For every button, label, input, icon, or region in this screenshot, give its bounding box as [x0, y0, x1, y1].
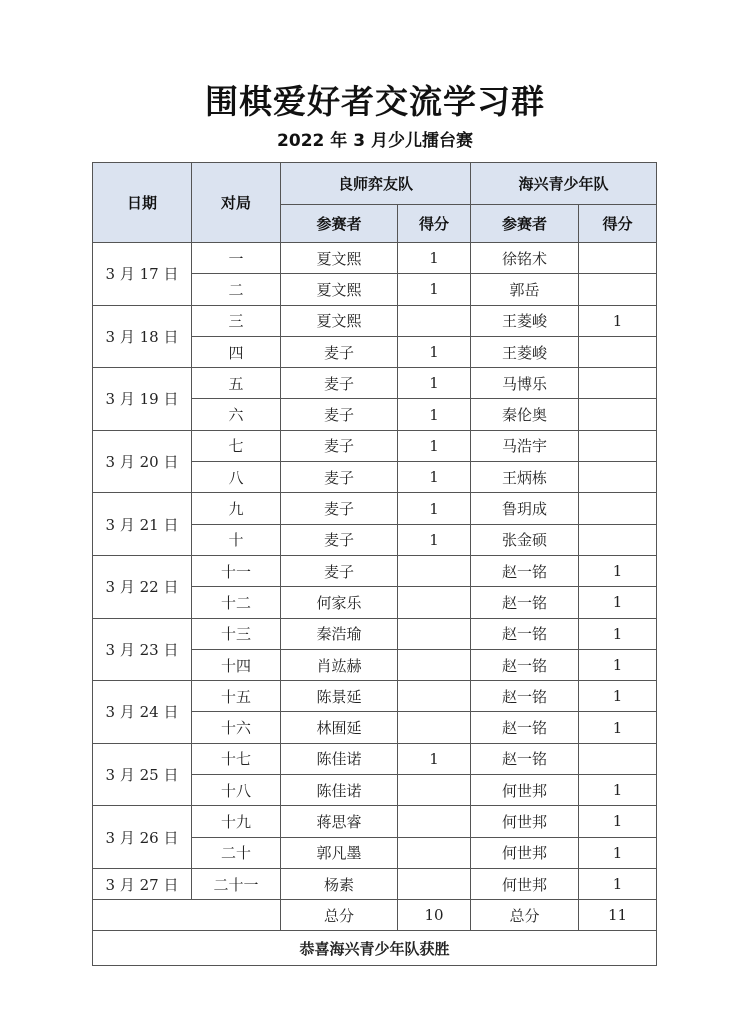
team-b-player-cell: 马浩宇 — [471, 430, 579, 461]
team-a-player-cell: 夏文熙 — [281, 243, 398, 274]
table-row — [93, 618, 657, 649]
team-b-player-cell: 赵一铭 — [471, 555, 579, 586]
team-b-player-cell: 马博乐 — [471, 368, 579, 399]
date-cell: 3 月 24 日 — [93, 681, 192, 744]
date-cell: 3 月 22 日 — [93, 555, 192, 618]
team-a-score-cell — [398, 305, 471, 336]
game-number-cell: 十三 — [192, 618, 281, 649]
team-b-score-cell — [579, 430, 657, 461]
game-number-cell: 五 — [192, 368, 281, 399]
team-a-score-cell: 1 — [398, 336, 471, 367]
team-a-player-cell: 林囿延 — [281, 712, 398, 743]
team-b-player-cell: 张金硕 — [471, 524, 579, 555]
team-b-player-cell: 何世邦 — [471, 775, 579, 806]
game-number-cell: 一 — [192, 243, 281, 274]
table-row — [93, 681, 657, 712]
team-a-player-cell: 麦子 — [281, 462, 398, 493]
team-a-player-cell: 麦子 — [281, 368, 398, 399]
team-b-player-cell: 王炳栋 — [471, 462, 579, 493]
table-row — [93, 493, 657, 524]
header-team-b: 海兴青少年队 — [471, 163, 657, 205]
game-number-cell: 十六 — [192, 712, 281, 743]
header-team-a-score: 得分 — [398, 205, 471, 243]
header-date: 日期 — [93, 163, 192, 243]
team-a-score-cell — [398, 618, 471, 649]
team-a-score-cell — [398, 649, 471, 680]
team-b-player-cell: 何世邦 — [471, 806, 579, 837]
team-b-total-label: 总分 — [471, 900, 579, 931]
footer-row — [93, 931, 657, 966]
team-a-score-cell: 1 — [398, 462, 471, 493]
team-b-player-cell: 王菱峻 — [471, 336, 579, 367]
game-number-cell: 九 — [192, 493, 281, 524]
team-a-player-cell: 麦子 — [281, 399, 398, 430]
team-b-score-cell: 1 — [579, 649, 657, 680]
team-a-player-cell: 夏文熙 — [281, 274, 398, 305]
team-a-score-cell — [398, 555, 471, 586]
team-a-player-cell: 陈景延 — [281, 681, 398, 712]
game-number-cell: 十九 — [192, 806, 281, 837]
game-number-cell: 六 — [192, 399, 281, 430]
date-cell: 3 月 17 日 — [93, 243, 192, 306]
table-row — [93, 555, 657, 586]
team-a-score-cell: 1 — [398, 274, 471, 305]
team-b-player-cell: 赵一铭 — [471, 712, 579, 743]
page-title: 围棋爱好者交流学习群 — [205, 82, 545, 121]
date-cell: 3 月 18 日 — [93, 305, 192, 368]
page-subtitle: 2022 年 3 月少儿擂台赛 — [277, 131, 473, 151]
date-cell: 3 月 20 日 — [93, 430, 192, 493]
header-team-a: 良师弈友队 — [281, 163, 471, 205]
team-b-player-cell: 赵一铭 — [471, 587, 579, 618]
team-a-player-cell: 肖竑赫 — [281, 649, 398, 680]
team-b-score-cell: 1 — [579, 618, 657, 649]
footer-message: 恭喜海兴青少年队获胜 — [93, 931, 657, 966]
team-b-player-cell: 何世邦 — [471, 868, 579, 899]
team-a-total-label: 总分 — [281, 900, 398, 931]
team-a-player-cell: 郭凡墨 — [281, 837, 398, 868]
team-a-score-cell: 1 — [398, 368, 471, 399]
team-a-score-cell: 1 — [398, 430, 471, 461]
team-a-player-cell: 陈佳诺 — [281, 743, 398, 774]
team-b-player-cell: 郭岳 — [471, 274, 579, 305]
team-b-score-cell — [579, 462, 657, 493]
table-row — [93, 368, 657, 399]
team-a-score-cell — [398, 775, 471, 806]
team-a-total: 10 — [398, 900, 471, 931]
team-b-player-cell: 何世邦 — [471, 837, 579, 868]
team-a-score-cell: 1 — [398, 243, 471, 274]
header-team-b-player: 参赛者 — [471, 205, 579, 243]
team-b-score-cell — [579, 243, 657, 274]
team-a-player-cell: 麦子 — [281, 493, 398, 524]
team-a-player-cell: 麦子 — [281, 336, 398, 367]
game-number-cell: 七 — [192, 430, 281, 461]
game-number-cell: 十八 — [192, 775, 281, 806]
team-a-score-cell — [398, 587, 471, 618]
game-number-cell: 四 — [192, 336, 281, 367]
game-number-cell: 十一 — [192, 555, 281, 586]
team-b-score-cell — [579, 368, 657, 399]
team-b-score-cell — [579, 399, 657, 430]
table-row — [93, 806, 657, 837]
team-b-score-cell — [579, 493, 657, 524]
team-a-player-cell: 蒋思睿 — [281, 806, 398, 837]
team-b-player-cell: 赵一铭 — [471, 743, 579, 774]
game-number-cell: 十四 — [192, 649, 281, 680]
team-b-player-cell: 王菱峻 — [471, 305, 579, 336]
team-b-score-cell — [579, 336, 657, 367]
table-body — [93, 243, 657, 900]
table-row — [93, 743, 657, 774]
totals-blank-cell — [93, 900, 281, 931]
team-a-player-cell: 秦浩瑜 — [281, 618, 398, 649]
team-b-score-cell: 1 — [579, 305, 657, 336]
results-table — [92, 162, 657, 966]
team-a-score-cell — [398, 837, 471, 868]
team-b-player-cell: 鲁玥成 — [471, 493, 579, 524]
team-b-score-cell — [579, 743, 657, 774]
team-a-player-cell: 陈佳诺 — [281, 775, 398, 806]
date-cell: 3 月 19 日 — [93, 368, 192, 431]
table-row — [93, 305, 657, 336]
team-b-player-cell: 赵一铭 — [471, 618, 579, 649]
team-a-score-cell — [398, 868, 471, 899]
header-game: 对局 — [192, 163, 281, 243]
game-number-cell: 八 — [192, 462, 281, 493]
game-number-cell: 十 — [192, 524, 281, 555]
date-cell: 3 月 27 日 — [93, 868, 192, 899]
team-b-player-cell: 秦伦奥 — [471, 399, 579, 430]
table-row — [93, 868, 657, 899]
team-b-score-cell: 1 — [579, 712, 657, 743]
date-cell: 3 月 23 日 — [93, 618, 192, 681]
table-row — [93, 243, 657, 274]
team-a-player-cell: 麦子 — [281, 430, 398, 461]
team-a-score-cell: 1 — [398, 493, 471, 524]
team-b-score-cell: 1 — [579, 681, 657, 712]
team-a-player-cell: 何家乐 — [281, 587, 398, 618]
team-a-player-cell: 夏文熙 — [281, 305, 398, 336]
table-row — [93, 430, 657, 461]
team-a-player-cell: 麦子 — [281, 555, 398, 586]
team-a-score-cell: 1 — [398, 399, 471, 430]
team-b-score-cell: 1 — [579, 806, 657, 837]
totals-row — [93, 900, 657, 931]
team-a-score-cell — [398, 712, 471, 743]
team-b-score-cell: 1 — [579, 868, 657, 899]
game-number-cell: 十二 — [192, 587, 281, 618]
team-a-score-cell: 1 — [398, 524, 471, 555]
team-b-score-cell: 1 — [579, 555, 657, 586]
game-number-cell: 二十 — [192, 837, 281, 868]
team-a-score-cell — [398, 806, 471, 837]
date-cell: 3 月 25 日 — [93, 743, 192, 806]
team-b-player-cell: 徐铭术 — [471, 243, 579, 274]
team-b-score-cell: 1 — [579, 775, 657, 806]
team-b-score-cell — [579, 274, 657, 305]
header-team-b-score: 得分 — [579, 205, 657, 243]
team-a-score-cell — [398, 681, 471, 712]
game-number-cell: 二十一 — [192, 868, 281, 899]
game-number-cell: 二 — [192, 274, 281, 305]
game-number-cell: 十五 — [192, 681, 281, 712]
team-a-score-cell: 1 — [398, 743, 471, 774]
date-cell: 3 月 26 日 — [93, 806, 192, 869]
team-b-player-cell: 赵一铭 — [471, 681, 579, 712]
team-a-player-cell: 麦子 — [281, 524, 398, 555]
team-b-score-cell: 1 — [579, 587, 657, 618]
game-number-cell: 三 — [192, 305, 281, 336]
team-b-total: 11 — [579, 900, 657, 931]
team-b-player-cell: 赵一铭 — [471, 649, 579, 680]
team-b-score-cell: 1 — [579, 837, 657, 868]
game-number-cell: 十七 — [192, 743, 281, 774]
team-a-player-cell: 杨素 — [281, 868, 398, 899]
team-b-score-cell — [579, 524, 657, 555]
date-cell: 3 月 21 日 — [93, 493, 192, 556]
header-team-a-player: 参赛者 — [281, 205, 398, 243]
